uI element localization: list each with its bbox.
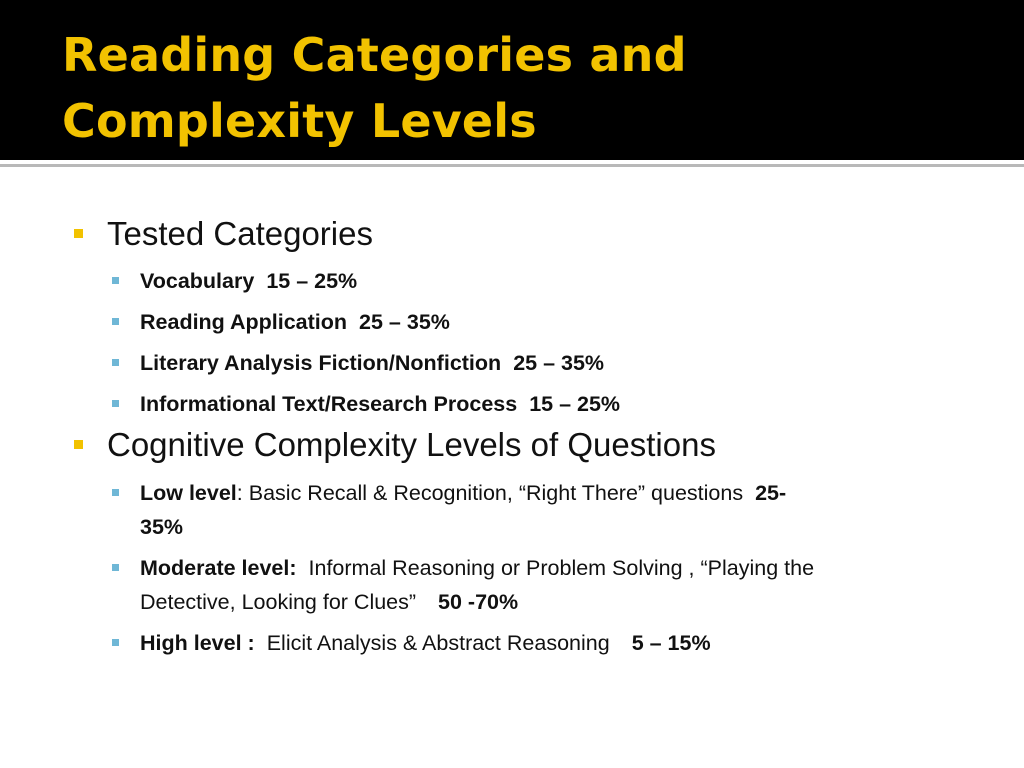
level-description: Elicit Analysis & Abstract Reasoning bbox=[266, 631, 610, 655]
square-bullet-icon bbox=[74, 440, 83, 449]
bullet-cognitive-complexity bbox=[107, 425, 987, 465]
level-label: High level : bbox=[140, 631, 255, 655]
category-range: 25 – 35% bbox=[359, 310, 450, 334]
level-label: Moderate level: bbox=[140, 556, 297, 580]
category-range: 25 – 35% bbox=[513, 351, 605, 375]
category-label: Vocabulary bbox=[140, 269, 255, 293]
sub-bullet-informational-text bbox=[140, 387, 970, 421]
level-description: Informal Reasoning or Problem Solving , “Playing the bbox=[308, 556, 815, 580]
category-label: Literary Analysis Fiction/Nonfiction bbox=[140, 351, 502, 375]
sub-bullet-reading-application bbox=[140, 305, 970, 339]
category-label: Informational Text/Research Process bbox=[140, 392, 518, 416]
level-description: Basic Recall & Recognition, “Right There” questions bbox=[248, 481, 744, 505]
section-heading: Cognitive Complexity Levels of Questions bbox=[107, 426, 716, 463]
level-label: Low level bbox=[140, 481, 237, 505]
level-range: 50 -70% bbox=[438, 590, 519, 614]
square-sub-bullet-icon bbox=[112, 318, 119, 325]
level-description-continued: Detective, Looking for Clues” bbox=[140, 590, 417, 614]
square-sub-bullet-icon bbox=[112, 489, 119, 496]
level-range: 5 – 15% bbox=[631, 631, 711, 655]
square-sub-bullet-icon bbox=[112, 564, 119, 571]
bullet-tested-categories bbox=[107, 214, 987, 254]
slide-title: Reading Categories and Complexity Levels bbox=[62, 28, 687, 148]
category-range: 15 – 25% bbox=[529, 392, 621, 416]
sub-bullet-literary-analysis bbox=[140, 346, 970, 380]
level-range-continued: 35% bbox=[140, 515, 184, 539]
square-sub-bullet-icon bbox=[112, 359, 119, 366]
sub-bullet-vocabulary bbox=[140, 264, 970, 298]
sub-bullet-high-level bbox=[140, 626, 970, 660]
level-range: 25- bbox=[755, 481, 787, 505]
level-separator: : bbox=[236, 481, 249, 505]
square-bullet-icon bbox=[74, 229, 83, 238]
sub-bullet-low-level bbox=[140, 476, 970, 544]
sub-bullet-moderate-level bbox=[140, 551, 970, 619]
category-label: Reading Application bbox=[140, 310, 348, 334]
category-range: 15 – 25% bbox=[266, 269, 358, 293]
square-sub-bullet-icon bbox=[112, 400, 119, 407]
square-sub-bullet-icon bbox=[112, 639, 119, 646]
section-heading: Tested Categories bbox=[107, 215, 373, 252]
square-sub-bullet-icon bbox=[112, 277, 119, 284]
